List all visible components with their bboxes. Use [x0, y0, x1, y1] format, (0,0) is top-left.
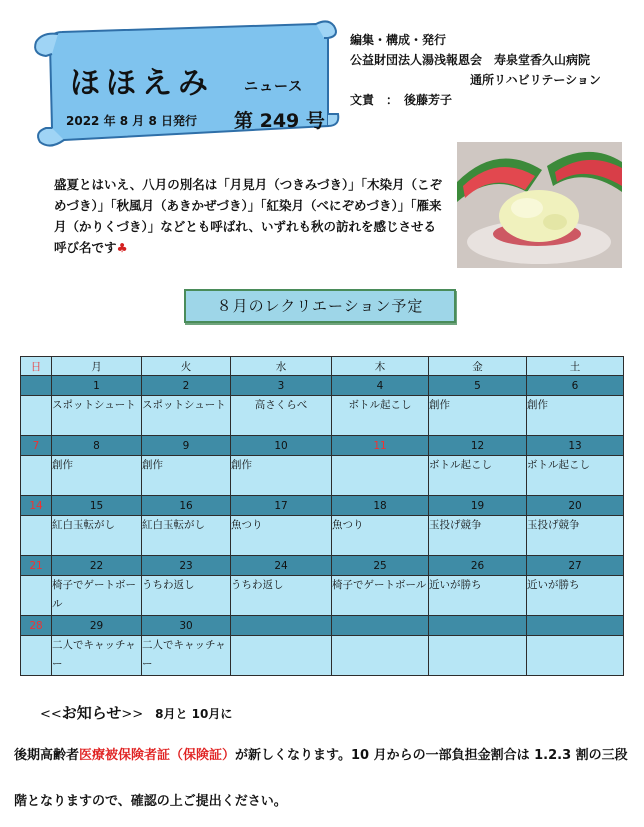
date-number: 18	[332, 496, 429, 516]
publisher-line: 編集・構成・発行	[350, 33, 447, 47]
activity-cell: ボトル起こし	[332, 396, 429, 436]
date-number: 7	[21, 436, 52, 456]
activity-cell	[231, 636, 332, 676]
date-number: 1	[52, 376, 142, 396]
date-number: 19	[429, 496, 527, 516]
activity-cell	[21, 576, 52, 616]
date-number: 21	[21, 556, 52, 576]
weekday-header: 土	[527, 357, 624, 376]
date-number: 28	[21, 616, 52, 636]
weekday-header: 火	[142, 357, 231, 376]
activity-cell: スポットシュート	[52, 396, 142, 436]
activity-cell	[21, 456, 52, 496]
weekday-header-row	[21, 357, 624, 376]
notice-header	[40, 702, 232, 723]
date-number: 6	[527, 376, 624, 396]
weekday-header: 金	[429, 357, 527, 376]
activity-cell: うちわ返し	[231, 576, 332, 616]
date-number: 29	[52, 616, 142, 636]
date-number: 27	[527, 556, 624, 576]
newsletter-title: ほほえみ	[70, 66, 214, 101]
activity-cell: 二人でキャッチャー	[52, 636, 142, 676]
activity-cell: 創作	[429, 396, 527, 436]
issue-number: 第 249 号	[234, 110, 325, 132]
activity-cell: 魚つり	[332, 516, 429, 556]
activity-cell: ボトル起こし	[429, 456, 527, 496]
date-number-row	[21, 496, 624, 516]
date-number-row	[21, 436, 624, 456]
publisher-line: 通所リハビリテーション	[470, 73, 601, 87]
date-number-row	[21, 556, 624, 576]
date-number: 13	[527, 436, 624, 456]
activity-cell: 創作	[527, 396, 624, 436]
date-number: 30	[142, 616, 231, 636]
activity-cell: 創作	[142, 456, 231, 496]
recreation-calendar	[20, 356, 624, 676]
date-number	[21, 376, 52, 396]
date-number: 3	[231, 376, 332, 396]
activity-cell	[21, 636, 52, 676]
activity-row	[21, 456, 624, 496]
weekday-header: 水	[231, 357, 332, 376]
date-number	[527, 616, 624, 636]
activity-row	[21, 396, 624, 436]
date-number-row	[21, 376, 624, 396]
date-number: 11	[332, 436, 429, 456]
activity-row	[21, 576, 624, 616]
newsletter-banner	[28, 14, 340, 156]
activity-row	[21, 636, 624, 676]
date-number: 4	[332, 376, 429, 396]
activity-cell	[21, 516, 52, 556]
activity-cell: 玉投げ競争	[429, 516, 527, 556]
activity-cell	[21, 396, 52, 436]
date-number	[429, 616, 527, 636]
date-number: 23	[142, 556, 231, 576]
notice-bracket-open: <<	[40, 707, 62, 722]
activity-cell	[429, 636, 527, 676]
activity-cell: 紅白玉転がし	[52, 516, 142, 556]
date-number: 8	[52, 436, 142, 456]
newsletter-subtitle: ニュース	[244, 79, 304, 95]
activity-cell: ボトル起こし	[527, 456, 624, 496]
date-number: 16	[142, 496, 231, 516]
weekday-header: 月	[52, 357, 142, 376]
date-number: 12	[429, 436, 527, 456]
date-number: 26	[429, 556, 527, 576]
activity-cell: 高さくらべ	[231, 396, 332, 436]
date-number: 2	[142, 376, 231, 396]
maple-leaf-icon: ♣	[116, 240, 128, 255]
date-number: 22	[52, 556, 142, 576]
activity-cell	[332, 456, 429, 496]
date-number: 17	[231, 496, 332, 516]
activity-cell: 椅子でゲートボール	[332, 576, 429, 616]
notice-bracket-close: >>	[121, 707, 144, 722]
activity-cell: 近いが勝ち	[429, 576, 527, 616]
activity-cell: 近いが勝ち	[527, 576, 624, 616]
weekday-header: 日	[21, 357, 52, 376]
activity-cell: 魚つり	[231, 516, 332, 556]
notice-body	[14, 733, 639, 825]
recreation-title: ８月のレクリエーション予定	[184, 289, 456, 323]
notice-highlight: 医療被保険者証（保険証）	[79, 748, 236, 763]
date-number-row	[21, 616, 624, 636]
activity-cell: 紅白玉転がし	[142, 516, 231, 556]
date-number: 25	[332, 556, 429, 576]
date-number: 15	[52, 496, 142, 516]
activity-cell: 玉投げ競争	[527, 516, 624, 556]
activity-cell: 創作	[231, 456, 332, 496]
publisher-line: 公益財団法人湯浅報恩会 寿泉堂香久山病院	[350, 53, 591, 67]
issue-date: 2022 年 8 月 8 日発行	[66, 114, 197, 128]
activity-cell	[527, 636, 624, 676]
notice-text-b: が新しくなります。10 月からの一部負担金割合は 1.2.3 割の三段階となりますので、確認の上ご提出ください。	[14, 748, 628, 809]
notice-subtitle: 8月と 10月に	[155, 707, 233, 721]
notice-text-a: 後期高齢者	[14, 748, 80, 763]
date-number: 14	[21, 496, 52, 516]
activity-cell: 二人でキャッチャー	[142, 636, 231, 676]
activity-row	[21, 516, 624, 556]
activity-cell: うちわ返し	[142, 576, 231, 616]
notice-title: お知らせ	[61, 704, 122, 722]
publisher-line: 文責 ： 後藤芳子	[350, 93, 453, 107]
date-number: 20	[527, 496, 624, 516]
intro-text: 盛夏とはいえ、八月の別名は「月見月（つきみづき）」「木染月（こぞめづき）」「秋風月（あきかぜづき）」「紅染月（べにぞめづき）」「雁来月（かりくづき）」などとも呼ばれ、いずれも秋の訪れを感じさせる呼び名です	[54, 177, 443, 255]
date-number: 24	[231, 556, 332, 576]
activity-cell: スポットシュート	[142, 396, 231, 436]
activity-cell: 創作	[52, 456, 142, 496]
date-number: 9	[142, 436, 231, 456]
publisher-info	[350, 30, 601, 110]
activity-cell: 椅子でゲートボール	[52, 576, 142, 616]
intro-paragraph	[54, 174, 444, 258]
dessert-photo	[457, 142, 622, 268]
weekday-header: 木	[332, 357, 429, 376]
date-number	[332, 616, 429, 636]
date-number: 5	[429, 376, 527, 396]
date-number	[231, 616, 332, 636]
activity-cell	[332, 636, 429, 676]
date-number: 10	[231, 436, 332, 456]
